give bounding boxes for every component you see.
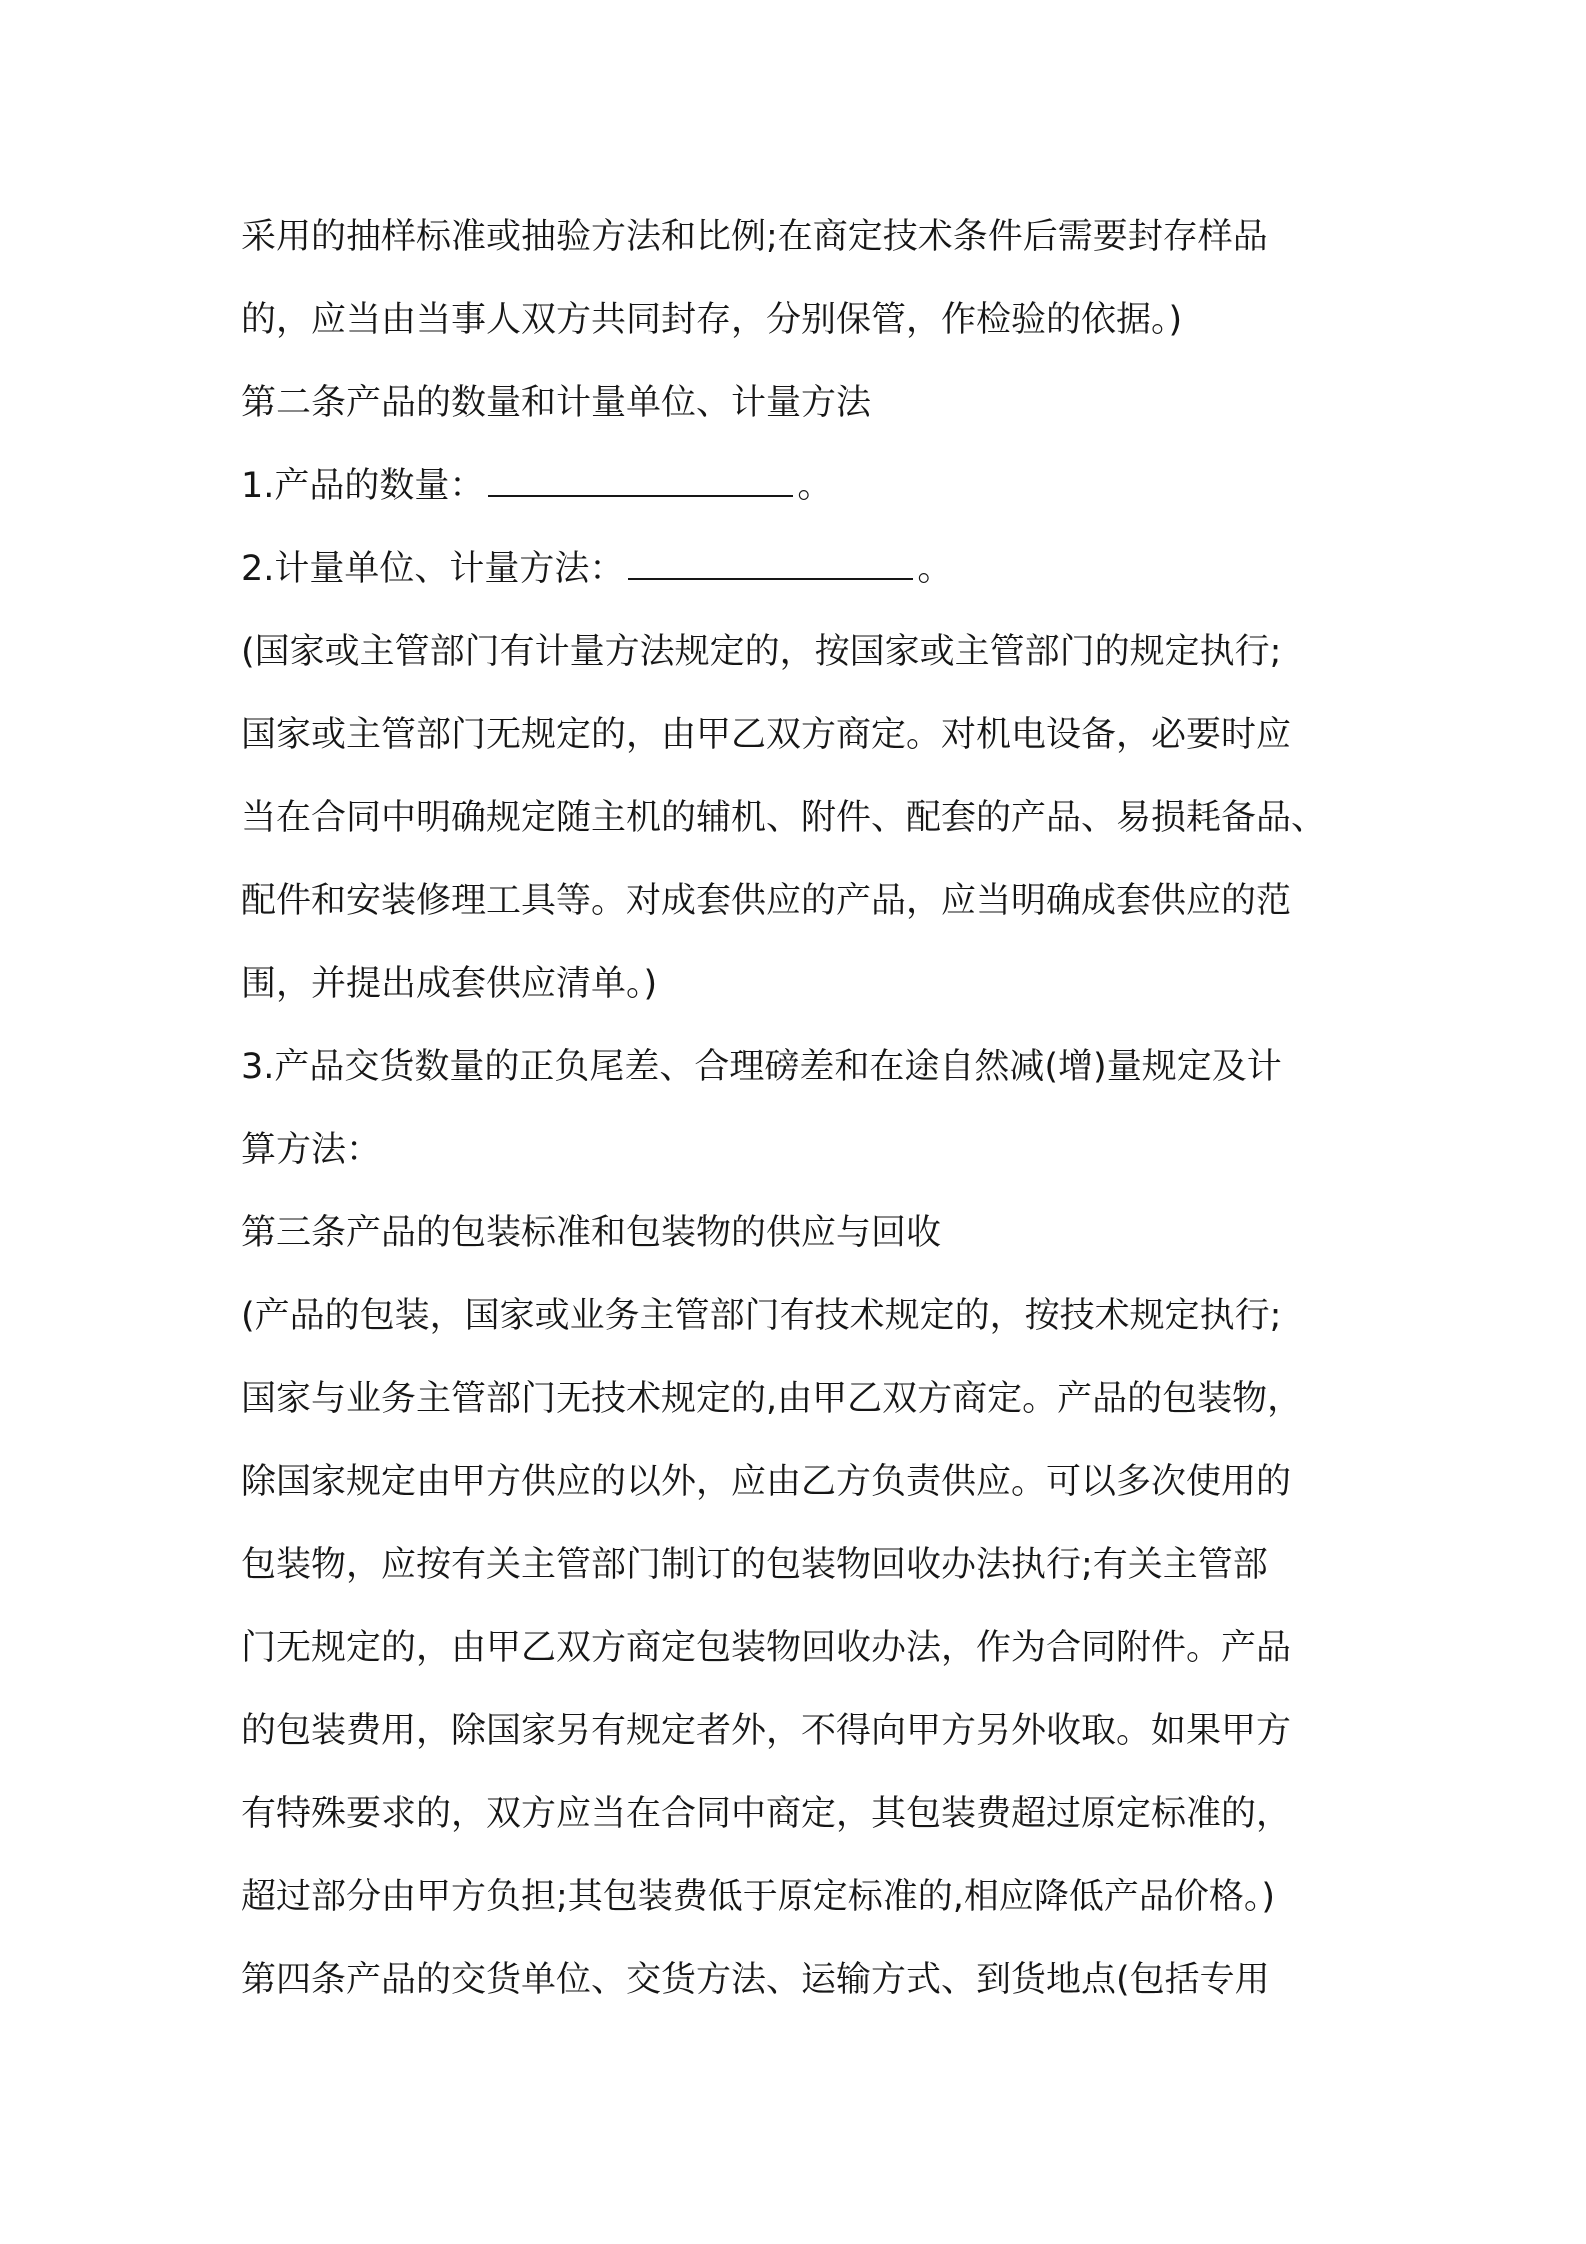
field-label: 1.产品的数量： [241, 466, 485, 506]
document-body [241, 196, 1361, 2022]
section-heading: 第四条产品的交货单位、交货方法、运输方式、到货地点(包括专用 [241, 1960, 1270, 2000]
text-line: (产品的包装，国家或业务主管部门有技术规定的，按技术规定执行; [241, 1296, 1282, 1336]
text-line: 算方法： [241, 1130, 382, 1170]
text-line: 配件和安装修理工具等。对成套供应的产品，应当明确成套供应的范 [241, 881, 1292, 921]
text-line: 除国家规定由甲方供应的以外，应由乙方负责供应。可以多次使用的 [241, 1462, 1292, 1502]
field-label: 2.计量单位、计量方法： [241, 549, 625, 589]
fill-in-line-unit [241, 528, 1361, 611]
text-line: (国家或主管部门有计量方法规定的，按国家或主管部门的规定执行; [241, 632, 1282, 672]
fill-in-line-quantity [241, 445, 1361, 528]
text-line: 围，并提出成套供应清单。) [241, 964, 658, 1004]
field-suffix: 。 [917, 549, 953, 589]
section-heading: 第二条产品的数量和计量单位、计量方法 [241, 383, 872, 423]
text-line: 国家与业务主管部门无技术规定的,由甲乙双方商定。产品的包装物， [241, 1379, 1303, 1419]
field-suffix: 。 [797, 466, 833, 506]
text-line: 的包装费用，除国家另有规定者外，不得向甲方另外收取。如果甲方 [241, 1711, 1292, 1751]
text-line: 有特殊要求的，双方应当在合同中商定，其包装费超过原定标准的， [241, 1794, 1292, 1834]
text-line: 包装物，应按有关主管部门制订的包装物回收办法执行;有关主管部 [241, 1545, 1268, 1585]
text-line: 超过部分由甲方负担;其包装费低于原定标准的,相应降低产品价格。) [241, 1877, 1276, 1917]
text-line: 采用的抽样标准或抽验方法和比例;在商定技术条件后需要封存样品 [241, 217, 1268, 257]
text-line: 的，应当由当事人双方共同封存，分别保管，作检验的依据。) [241, 300, 1183, 340]
blank-field [488, 461, 793, 497]
text-line: 3.产品交货数量的正负尾差、合理磅差和在途自然减(增)量规定及计 [241, 1047, 1282, 1087]
section-heading: 第三条产品的包装标准和包装物的供应与回收 [241, 1213, 942, 1253]
text-line: 国家或主管部门无规定的，由甲乙双方商定。对机电设备，必要时应 [241, 715, 1292, 755]
text-line: 门无规定的，由甲乙双方商定包装物回收办法，作为合同附件。产品 [241, 1628, 1292, 1668]
blank-field [628, 544, 913, 580]
text-line: 当在合同中明确规定随主机的辅机、附件、配套的产品、易损耗备品、 [241, 798, 1327, 838]
